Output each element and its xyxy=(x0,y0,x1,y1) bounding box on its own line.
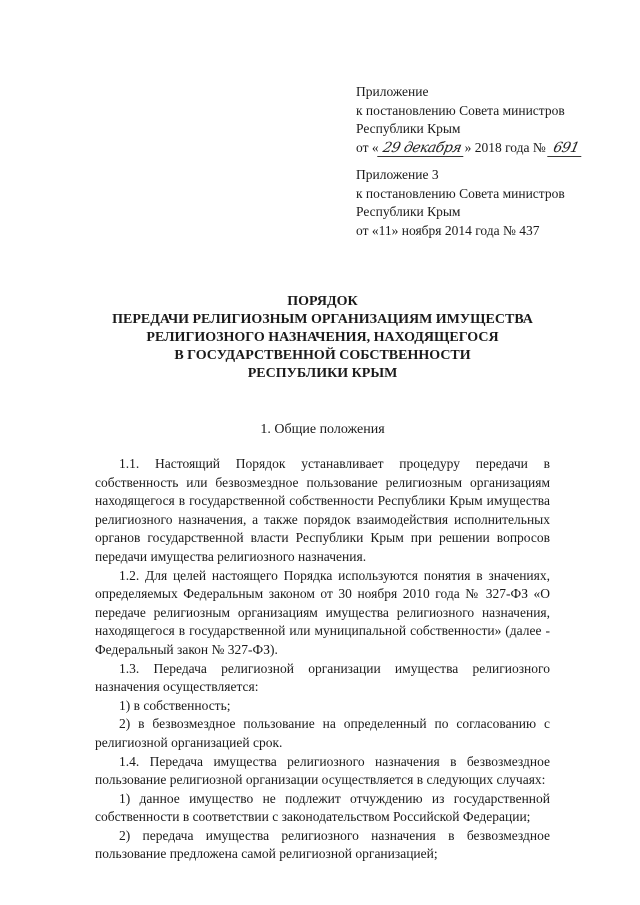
list-item-1-4-1: 1) данное имущество не подлежит отчуждению из государственной собственности в соответствии с законодательством Российской Федерации; xyxy=(95,790,550,825)
title-line1: ПОРЯДОК xyxy=(287,294,358,309)
date-middle: » 2018 года № xyxy=(464,139,546,155)
appendix-original-line4: от «11» ноября 2014 года № 437 xyxy=(356,222,540,238)
paragraph-1-3: 1.3. Передача религиозной организации имущества религиозного назначения осуществляется: xyxy=(95,660,550,695)
appendix-current-line1: Приложение xyxy=(356,84,429,99)
title-line2: ПЕРЕДАЧИ РЕЛИГИОЗНЫМ ОРГАНИЗАЦИЯМ ИМУЩЕСТВА xyxy=(112,312,533,327)
paragraph-1-4: 1.4. Передача имущества религиозного назначения в безвозмездное пользование религиозной организации осуществляется в следующих случаях: xyxy=(95,753,550,788)
document-body xyxy=(95,455,550,864)
handwritten-number: 691 xyxy=(547,140,585,157)
list-item-1-4-2: 2) передача имущества религиозного назначения в безвозмездное пользование предложена самой религиозной организацией; xyxy=(95,827,550,862)
appendix-current-date-line xyxy=(356,139,583,158)
document-title xyxy=(95,293,550,383)
appendix-original-line1: Приложение 3 xyxy=(356,167,439,182)
appendix-original-block xyxy=(356,166,565,240)
section-heading: 1. Общие положения xyxy=(260,422,385,437)
appendix-current-line2: к постановлению Совета министров xyxy=(356,102,565,118)
title-line5: РЕСПУБЛИКИ КРЫМ xyxy=(247,366,398,381)
appendix-current-block xyxy=(356,83,583,157)
date-prefix: от « xyxy=(356,139,379,155)
appendix-original-line3: Республики Крым xyxy=(356,204,461,219)
title-line3: РЕЛИГИОЗНОГО НАЗНАЧЕНИЯ, НАХОДЯЩЕГОСЯ xyxy=(146,330,499,345)
list-item-1-3-1: 1) в собственность; xyxy=(119,697,231,713)
list-item-1-3-2: 2) в безвозмездное пользование на определенный по согласованию с религиозной организацией срок. xyxy=(95,716,550,750)
paragraph-1-1: 1.1. Настоящий Порядок устанавливает процедуру передачи в собственность или безвозмездное пользование религиозным организациям находящегося в государственной собственности Республики Крым имущества религиозного назначения, а также порядок взаимодействия исполнительных органов государственной власти Республики Крым при решении вопросов передачи имущества религиозного назначения. xyxy=(95,456,550,564)
title-line4: В ГОСУДАРСТВЕННОЙ СОБСТВЕННОСТИ xyxy=(174,348,471,363)
paragraph-1-2: 1.2. Для целей настоящего Порядка используются понятия в значениях, определяемых Федеральным законом от 30 ноября 2010 года № 327-ФЗ «О передаче религиозным организациям имущества религиозного назначения, находящегося в государственной или муниципальной собственности» (далее - Федеральный закон № 327-ФЗ). xyxy=(95,567,550,657)
handwritten-date: 29 декабря xyxy=(377,140,467,157)
appendix-original-line2: к постановлению Совета министров xyxy=(356,185,565,201)
appendix-current-line3: Республики Крым xyxy=(356,121,461,136)
